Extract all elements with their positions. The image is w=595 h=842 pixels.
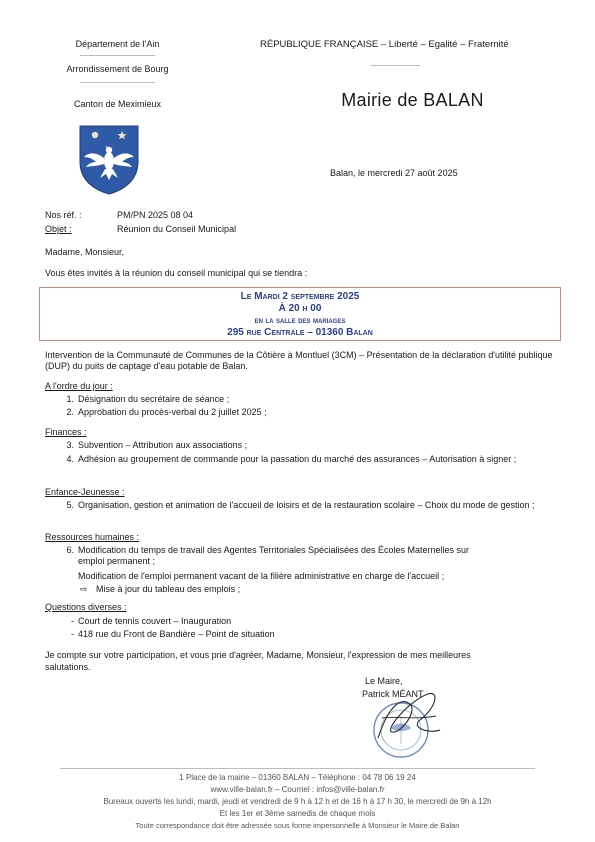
departement-label: Département de l'Ain	[75, 39, 160, 49]
meeting-address: 295 rue Centrale – 01360 Balan	[227, 327, 373, 338]
intro-text: Vous êtes invités à la réunion du conseil municipal qui se tiendra :	[45, 268, 308, 278]
signature-name: Patrick MÉANT	[362, 689, 424, 699]
divider	[80, 55, 155, 56]
meeting-date: Le Mardi 2 septembre 2025	[240, 291, 360, 302]
meeting-place: en la salle des mariages	[254, 315, 346, 325]
section-ordre-du-jour: A l'ordre du jour :	[45, 381, 113, 391]
mairie-title: Mairie de BALAN	[341, 90, 484, 110]
footer-hours: Bureaux ouverts les lundi, mardi, jeudi et vendredi de 9 h à 12 h et de 16 h à 17 h 30, le mercredi de 9h à 12h	[103, 797, 492, 806]
section-finances: Finances :	[45, 427, 87, 437]
footer-saturdays: Et les 1er et 3ème samedis de chaque mois	[219, 809, 376, 818]
date-line: Balan, le mercredi 27 août 2025	[330, 168, 458, 178]
canton-label: Canton de Meximieux	[73, 99, 162, 109]
section-enfance-jeunesse: Enfance-Jeunesse :	[45, 487, 125, 497]
meeting-time: À 20 h 00	[278, 303, 322, 314]
objet-label: Objet :	[45, 224, 72, 234]
divider	[80, 82, 155, 83]
ref-value: PM/PN 2025 08 04	[117, 210, 194, 220]
salutation: Madame, Monsieur,	[45, 247, 125, 257]
ref-label: Nos réf. :	[45, 210, 82, 220]
arrondissement-label: Arrondissement de Bourg	[66, 64, 169, 74]
intervention-text: Intervention de la Communauté de Communes de la Côtière à Montluel (3CM) – Présentation de la déclaration d'utilité publique (DUP) du puits de captage d'eau potable de Balan.	[45, 350, 553, 371]
divider	[60, 768, 535, 769]
arrow-icon: ⇨	[80, 584, 88, 594]
closing-line: salutations.	[45, 662, 91, 672]
list-item: 6. Modification du temps de travail des Agentes Territoriales Spécialisées des Écoles Maternelles sur emploi permanent ; Modification de l'emploi permanent vacant de la filière administrative en charge de l'accueil ; ⇨ Mise à jour du tableau des emplois ;	[60, 545, 558, 595]
objet-value: Réunion du Conseil Municipal	[117, 224, 237, 234]
republique-motto: RÉPUBLIQUE FRANÇAISE – Liberté – Egalité – Fraternité	[260, 39, 509, 50]
closing-line: Je compte sur votre participation, et vous prie d'agréer, Madame, Monsieur, l'expression de mes meilleures	[45, 650, 471, 660]
signature-icon	[370, 688, 445, 753]
signature-title: Le Maire,	[365, 676, 403, 686]
coat-of-arms-icon	[78, 124, 140, 196]
section-ressources-humaines: Ressources humaines :	[45, 532, 140, 542]
footer-web: www.ville-balan.fr – Courriel : infos@ville-balan.fr	[210, 785, 385, 794]
footer-note: Toute correspondance doit être adressée sous forme impersonnelle à Monsieur le Maire de Balan	[135, 821, 460, 830]
divider	[370, 65, 420, 66]
footer-address: 1 Place de la mairie – 01360 BALAN – Téléphone : 04 78 06 19 24	[179, 773, 416, 782]
section-questions-diverses: Questions diverses :	[45, 602, 127, 612]
meeting-box	[39, 287, 561, 341]
